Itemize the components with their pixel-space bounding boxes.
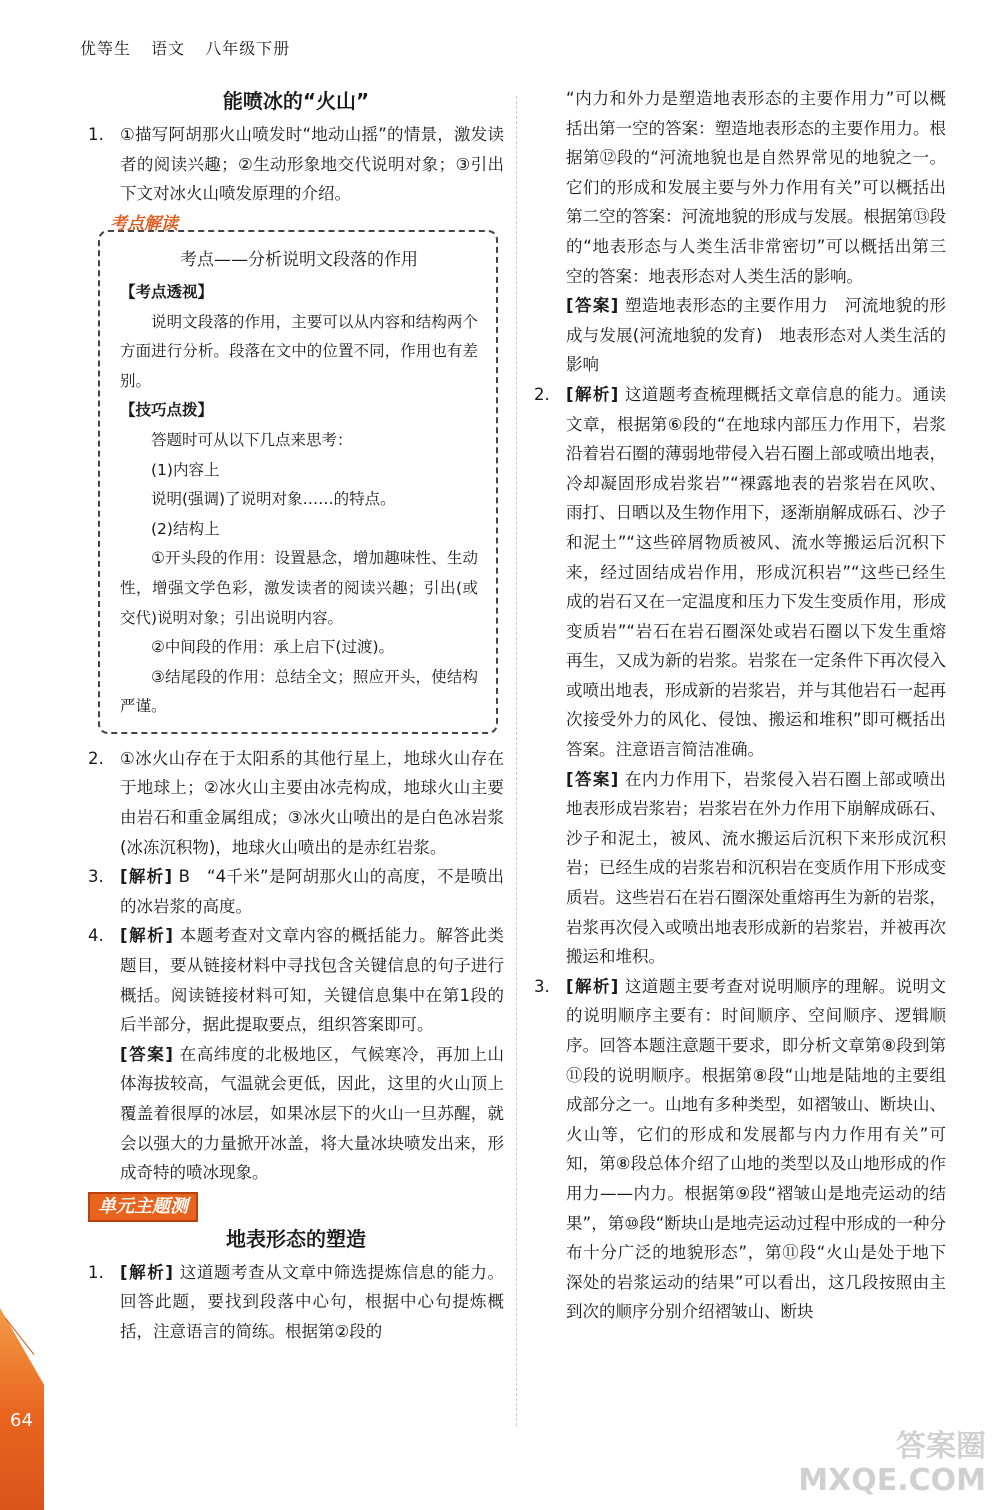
key-point-box xyxy=(98,230,498,734)
item-number: 2. xyxy=(88,748,104,768)
answer-text: 在高纬度的北极地区，气候寒冷，再加上山体海拔较高，气温就会更低，因此，这里的火山顶上覆盖着很厚的冰层，如果冰层下的火山一旦苏醒，就会以强大的力量掀开冰盖，将大量冰块喷发出来，形成奇特的喷冰现象。 xyxy=(120,1044,504,1183)
item-text: 这道题考查梳理概括文章信息的能力。通读文章，根据第⑥段的“在地球内部压力作用下，岩浆沿着岩石圈的薄弱地带侵入岩石圈上部或喷出地表，冷却凝固形成岩浆岩”“裸露地表的岩浆岩在风吹、雨打、日晒以及生物作用下，逐渐崩解成砾石、沙子和泥土”“这些碎屑物质被风、流水等搬运后沉积下来，经过固结成岩作用，形成沉积岩”“这些已经生成的岩石又在一定温度和压力下发生变质作用，形成变质岩”“岩石在岩石圈深处或岩石圈以下发生重熔再生，又成为新的岩浆。岩浆在一定条件下再次侵入或喷出地表，形成新的岩浆岩，并与其他岩石一起再次接受外力的风化、侵蚀、搬运和堆积”即可概括出答案。注意语言简洁准确。 xyxy=(566,384,947,760)
watermark-line2: MXQE.COM xyxy=(798,1463,986,1498)
key-point-title: 考点——分析说明文段落的作用 xyxy=(180,250,418,271)
answer-text: 在内力作用下，岩浆侵入岩石圈上部或喷出地表形成岩浆岩；岩浆岩在外力作用下崩解成砾石、沙子和泥土，被风、流水搬运后沉积下来形成沉积岩；已经生成的岩浆岩和沉积岩在变质作用下形成变质岩。这些岩石在岩石圈深处重熔再生为新的岩浆，岩浆再次侵入或喷出地表形成新的岩浆岩，并被再次搬运和堆积。 xyxy=(566,769,947,967)
item-number: 3. xyxy=(88,867,104,887)
item-number: 1. xyxy=(88,125,104,144)
analysis-tag: [解析] xyxy=(120,867,174,887)
key-point-p4: 说明(强调)了说明对象……的特点。 xyxy=(151,490,396,509)
answer-tag: [答案] xyxy=(120,1044,174,1064)
test-item-2 xyxy=(534,380,946,765)
key-point-p2: 答题时可从以下几点来思考： xyxy=(151,430,353,449)
analysis-tag: [解析] xyxy=(120,926,174,946)
item-number: 1. xyxy=(88,1262,104,1282)
watermark xyxy=(798,1430,986,1498)
item-text: B “4千米”是阿胡那火山的高度，不是喷出的冰岩浆的高度。 xyxy=(120,867,504,916)
key-point-p6: ①开头段的作用：设置悬念，增加趣味性、生动性，增强文学色彩，激发读者的阅读兴趣；引出(或交代)说明对象；引出说明内容。 xyxy=(120,549,478,627)
test-answer-2 xyxy=(534,765,946,972)
section-title-2: 地表形态的塑造 xyxy=(226,1226,366,1251)
analysis-tag: [解析] xyxy=(566,384,620,404)
answer-item-3 xyxy=(88,862,504,921)
answer-tag: [答案] xyxy=(566,296,620,316)
item-number: 2. xyxy=(534,384,550,404)
key-point-sub2: 【技巧点拨】 xyxy=(120,401,214,420)
test-item-1 xyxy=(88,1258,504,1347)
book-name: 优等生 xyxy=(80,39,132,58)
item-number: 4. xyxy=(88,926,104,946)
answer-item-4 xyxy=(88,921,504,1039)
answer-tag: [答案] xyxy=(566,769,620,789)
subject-name: 语文 xyxy=(151,39,186,58)
key-point-label: 考点解读 xyxy=(110,213,178,234)
test-answer-1 xyxy=(534,291,946,380)
section-title-1: 能喷冰的“火山” xyxy=(222,89,370,113)
page-header xyxy=(80,36,304,59)
item-number: 3. xyxy=(534,976,550,996)
test-item-1-continued: “内力和外力是塑造地表形态的主要作用力”可以概括出第一空的答案：塑造地表形态的主要作用力。根据第⑫段的“河流地貌也是自然界常见的地貌之一。它们的形成和发展主要与外力作用有关”可以概括出第二空的答案：河流地貌的形成与发展。根据第⑬段的“地表形态与人类生活非常密切”可以概括出第三空的答案：地表形态对人类生活的影响。 xyxy=(566,89,946,286)
grade-name: 八年级下册 xyxy=(205,39,291,58)
item-text: 本题考查对文章内容的概括能力。解答此类题目，要从链接材料中寻找包含关键信息的句子进行概括。阅读链接材料可知，关键信息集中在第1段的后半部分，据此提取要点，组织答案即可。 xyxy=(120,926,504,1035)
unit-test-banner: 单元主题测 xyxy=(88,1192,198,1222)
watermark-line1: 答案圈 xyxy=(896,1429,986,1464)
key-point-sub1: 【考点透视】 xyxy=(120,282,214,301)
left-column xyxy=(88,84,504,1347)
answer-text: 塑造地表形态的主要作用力 河流地貌的形成与发展(河流地貌的发育) 地表形态对人类生活的影响 xyxy=(566,296,947,375)
right-column xyxy=(534,84,946,1327)
answer-item-2 xyxy=(88,744,504,862)
key-point-p1: 说明文段落的作用，主要可以从内容和结构两个方面进行分析。段落在文中的位置不同，作用也有差别。 xyxy=(120,312,478,390)
item-text: 这道题主要考查对说明顺序的理解。说明文的说明顺序主要有：时间顺序、空间顺序、逻辑顺序。回答本题注意题干要求，即分析文章第⑧段到第⑪段的说明顺序。根据第⑧段“山地是陆地的主要组成部分之一。山地有多种类型，如褶皱山、断块山、火山等，它们的形成和发展都与内力作用有关”可知，第⑧段总体介绍了山地的类型以及山地形成的作用力——内力。根据第⑨段“褶皱山是地壳运动的结果”，第⑩段“断块山是地壳运动过程中形成的一种分布十分广泛的地貌形态”，第⑪段“火山是处于地下深处的岩浆运动的结果”可以看出，这几段按照由主到次的顺序分别介绍褶皱山、断块 xyxy=(566,976,947,1322)
test-item-3 xyxy=(534,972,946,1327)
key-point-p8: ③结尾段的作用：总结全文；照应开头，使结构严谨。 xyxy=(120,667,478,716)
key-point-p5: (2)结构上 xyxy=(151,519,220,538)
answer-item-1 xyxy=(88,120,504,209)
analysis-tag: [解析] xyxy=(120,1262,174,1282)
item-text: ①描写阿胡那火山喷发时“地动山摇”的情景，激发读者的阅读兴趣；②生动形象地交代说明对象；③引出下文对冰火山喷发原理的介绍。 xyxy=(120,125,504,204)
answer-block-4 xyxy=(88,1040,504,1188)
page-number: 64 xyxy=(10,1410,33,1431)
key-point-p3: (1)内容上 xyxy=(151,460,220,479)
item-text: 这道题考查从文章中筛选提炼信息的能力。回答此题，要找到段落中心句，根据中心句提炼概括，注意语言的简练。根据第②段的 xyxy=(120,1262,504,1341)
column-divider xyxy=(516,96,517,1426)
item-text: ①冰火山存在于太阳系的其他行星上，地球火山存在于地球上；②冰火山主要由冰壳构成，地球火山主要由岩石和重金属组成；③冰火山喷出的是白色冰岩浆(冰冻沉积物)，地球火山喷出的是赤红岩浆。 xyxy=(120,748,504,857)
key-point-p7: ②中间段的作用：承上启下(过渡)。 xyxy=(151,638,394,657)
analysis-tag: [解析] xyxy=(566,976,620,996)
